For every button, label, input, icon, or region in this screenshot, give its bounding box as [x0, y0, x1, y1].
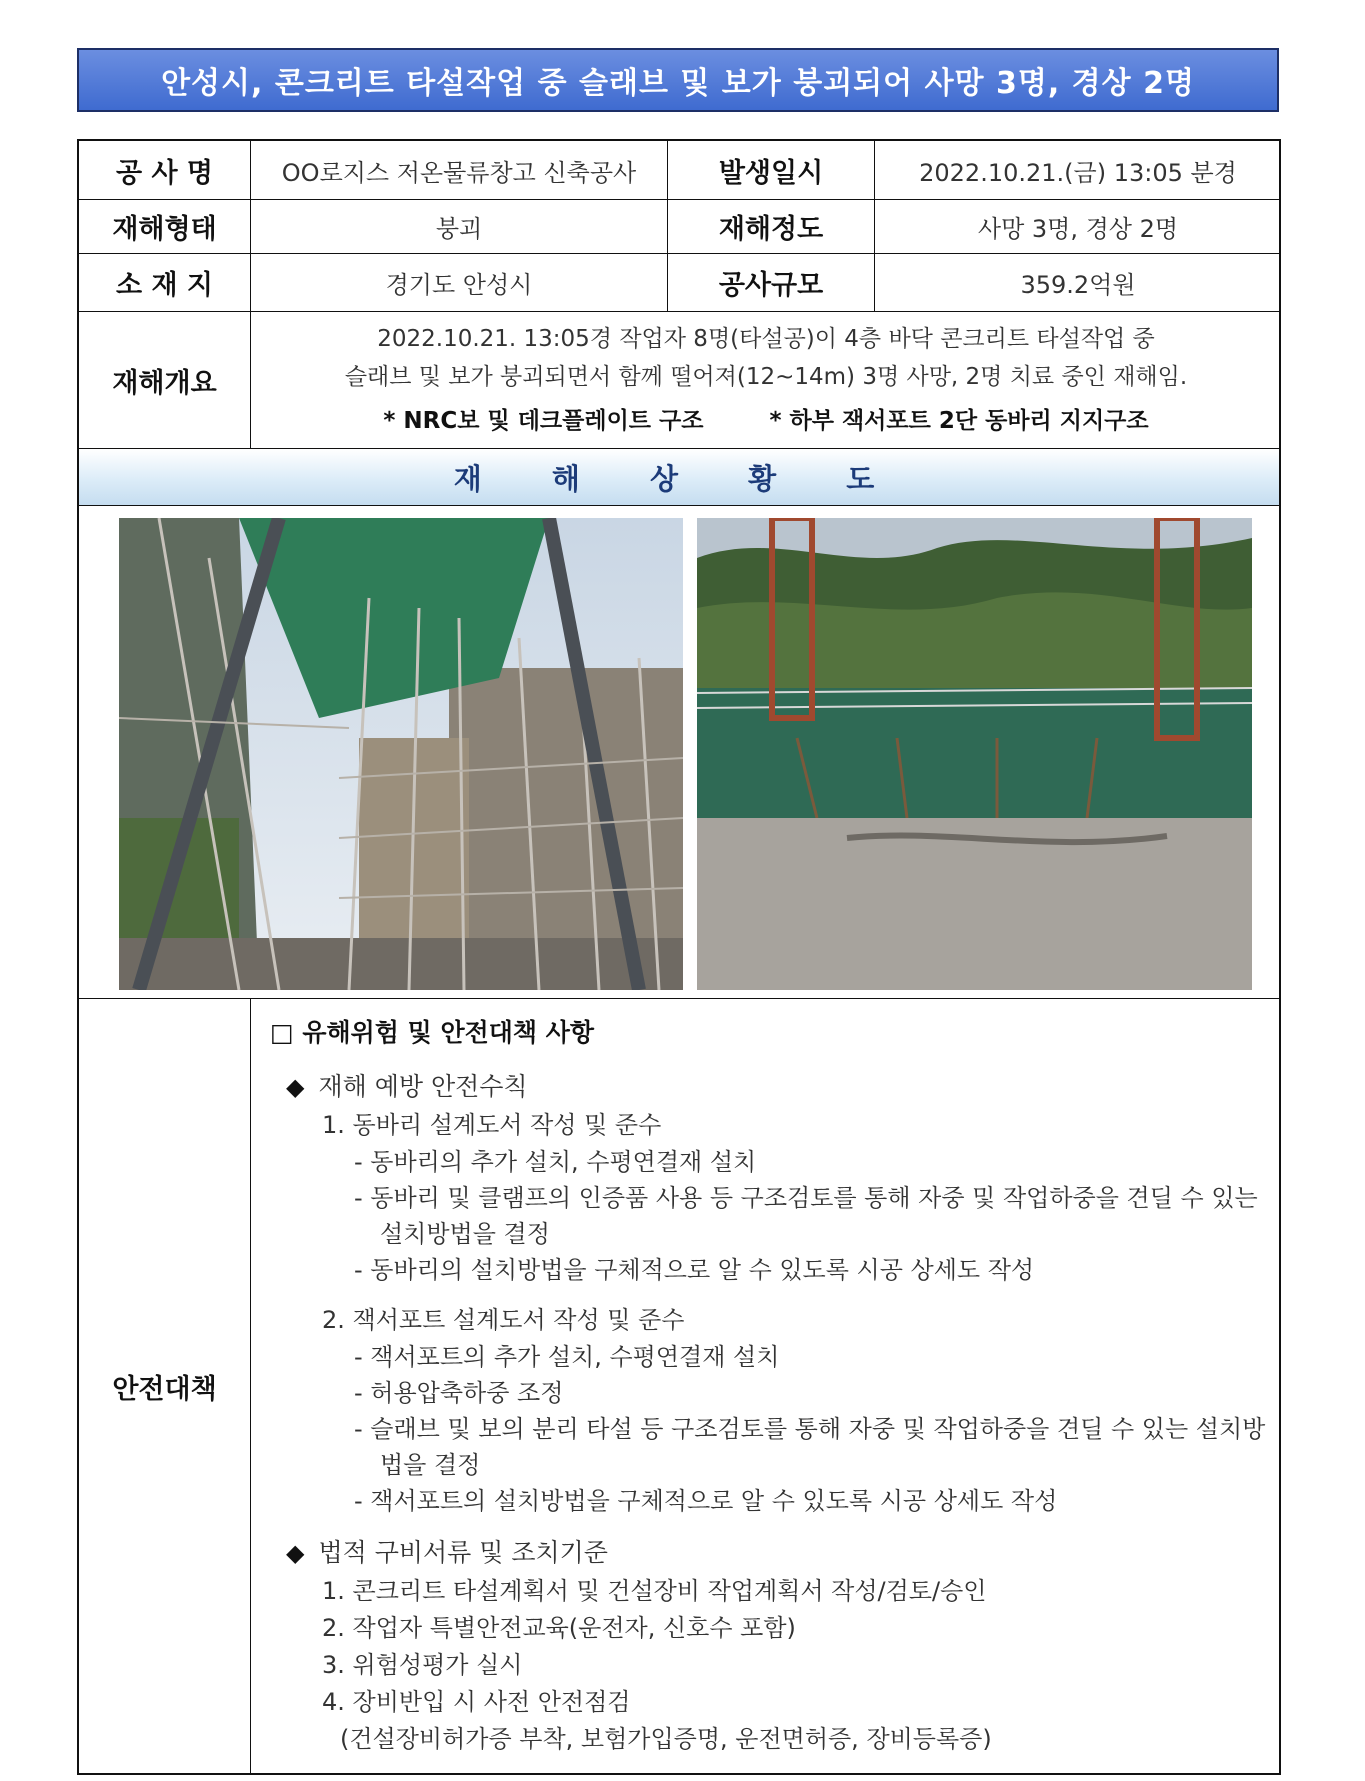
severity-value: 사망 3명, 경상 2명 — [977, 215, 1179, 243]
scale-value: 359.2억원 — [1020, 271, 1136, 299]
accident-photo-slab — [697, 518, 1252, 990]
project-label: 공 사 명 — [79, 141, 251, 199]
measures-content — [250, 999, 1281, 1773]
date-label: 발생일시 — [668, 141, 875, 199]
legal-item-4: 4. 장비반입 시 사전 안전점검 — [322, 1688, 631, 1716]
date-value: 2022.10.21.(금) 13:05 분경 — [919, 158, 1237, 187]
prevention-item-1-sub-1: - 동바리의 추가 설치, 수평연결재 설치 — [354, 1148, 757, 1176]
scale-label: 공사규모 — [668, 254, 875, 311]
prevention-item-2-sub-3: - 슬래브 및 보의 분리 타설 등 구조검토를 통해 자중 및 작업하중을 견딜 수 있는 설치방법을 결정 — [354, 1415, 1266, 1479]
legal-item-1: 1. 콘크리트 타설계획서 및 건설장비 작업계획서 작성/검토/승인 — [322, 1577, 987, 1605]
overview-text — [251, 312, 1281, 448]
type-label: 재해형태 — [79, 200, 251, 253]
accident-photo-shoring — [119, 518, 683, 990]
prevention-item-2-sub-1: - 잭서포트의 추가 설치, 수평연결재 설치 — [354, 1343, 780, 1371]
overview-notes — [383, 402, 1148, 440]
prevention-item-1-sub-3: - 동바리의 설치방법을 구체적으로 알 수 있도록 시공 상세도 작성 — [354, 1256, 1035, 1284]
diamond-icon: ◆ — [286, 1073, 305, 1101]
legal-item-2: 2. 작업자 특별안전교육(운전자, 신호수 포함) — [322, 1614, 796, 1642]
overview-label: 재해개요 — [79, 312, 251, 448]
overview-line-2: 슬래브 및 보가 붕괴되면서 함께 떨어져(12~14m) 3명 사망, 2명 치료 중인 재해임. — [344, 364, 1188, 390]
project-value: OO로지스 저온물류창고 신축공사 — [251, 141, 668, 199]
prevention-item-2-sub-4: - 잭서포트의 설치방법을 구체적으로 알 수 있도록 시공 상세도 작성 — [354, 1487, 1058, 1515]
legal-bullet: ◆ 법적 구비서류 및 조치기준 — [286, 1538, 608, 1567]
row-overview — [79, 312, 1279, 449]
diamond-icon: ◆ — [286, 1539, 305, 1567]
overview-note-1: * NRC보 및 데크플레이트 구조 — [383, 408, 704, 434]
prevention-item-2-sub-2: - 허용압축하중 조정 — [354, 1379, 564, 1407]
prevention-item-1-sub-2: - 동바리 및 클램프의 인증품 사용 등 구조검토를 통해 자중 및 작업하중을 견딜 수 있는 설치방법을 결정 — [354, 1184, 1258, 1248]
prevention-item-2: 2. 잭서포트 설계도서 작성 및 준수 — [322, 1306, 685, 1334]
type-value: 붕괴 — [251, 200, 668, 253]
prevention-item-1: 1. 동바리 설계도서 작성 및 준수 — [322, 1111, 662, 1139]
row-type — [79, 200, 1279, 254]
page-title: 안성시, 콘크리트 타설작업 중 슬래브 및 보가 붕괴되어 사망 3명, 경상 2명 — [77, 48, 1279, 112]
location-label: 소 재 지 — [79, 254, 251, 311]
measures-heading: □ 유해위험 및 안전대책 사항 — [270, 1018, 595, 1047]
legal-item-4-note: (건설장비허가증 부착, 보험가입증명, 운전면허증, 장비등록증) — [340, 1725, 992, 1753]
report-table — [77, 139, 1281, 1775]
row-project — [79, 141, 1279, 200]
overview-note-2: * 하부 잭서포트 2단 동바리 지지구조 — [769, 408, 1149, 434]
situation-header: 재 해 상 황 도 — [79, 449, 1279, 506]
severity-label: 재해정도 — [668, 200, 875, 253]
row-location — [79, 254, 1279, 312]
row-photos — [79, 506, 1279, 999]
prevention-bullet: ◆ 재해 예방 안전수칙 — [286, 1072, 528, 1101]
row-measures — [79, 999, 1279, 1773]
location-value: 경기도 안성시 — [251, 254, 668, 311]
measures-label: 안전대책 — [79, 999, 251, 1773]
overview-line-1: 2022.10.21. 13:05경 작업자 8명(타설공)이 4층 바닥 콘크리트 타설작업 중 — [377, 326, 1155, 352]
legal-item-3: 3. 위험성평가 실시 — [322, 1651, 523, 1679]
